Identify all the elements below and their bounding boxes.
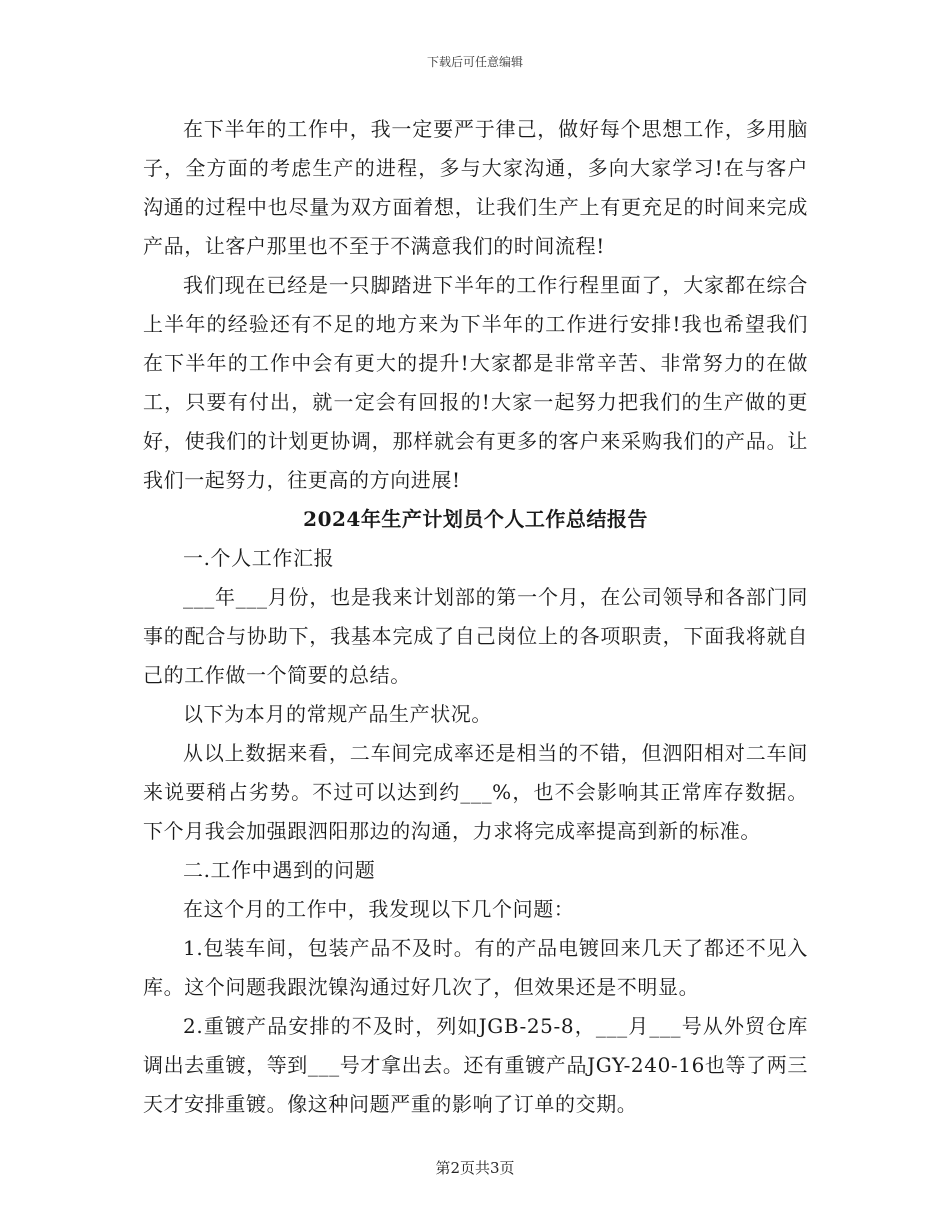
document-title: 2024年生产计划员个人工作总结报告 <box>303 507 648 531</box>
page-header: 下载后可任意编辑 <box>426 55 523 69</box>
paragraph-second-half-commitment: 在下半年的工作中，我一定要严于律己，做好每个思想工作，多用脑子，全方面的考虑生产的进程，多与大家沟通，多向大家学习!在与客户沟通的过程中也尽量为双方面着想，让我们生产上有更充足的时间来完成产品，让客户那里也不至于不满意我们的时间流程! <box>143 117 808 258</box>
paragraph-first-month: ___年___月份，也是我来计划部的第一个月，在公司领导和各部门同事的配合与协助下，我基本完成了自己岗位上的各项职责，下面我将就自己的工作做一个简要的总结。 <box>143 585 808 687</box>
document-body <box>143 110 808 1124</box>
paragraph-data-analysis: 从以上数据来看，二车间完成率还是相当的不错，但泗阳相对二车间来说要稍占劣势。不过可以达到约___%，也不会影响其正常库存数据。下个月我会加强跟泗阳那边的沟通，力求将完成率提高到新的标准。 <box>143 741 808 843</box>
section-heading-personal-report: 一.个人工作汇报 <box>183 546 335 570</box>
paragraph-second-half-outlook: 我们现在已经是一只脚踏进下半年的工作行程里面了，大家都在综合上半年的经验还有不足的地方来为下半年的工作进行安排!我也希望我们在下半年的工作中会有更大的提升!大家都是非常辛苦、非常努力的在做工，只要有付出，就一定会有回报的!大家一起努力把我们的生产做的更好，使我们的计划更协调，那样就会有更多的客户来采购我们的产品。让我们一起努力，往更高的方向进展! <box>143 273 808 492</box>
page-footer: 第2页共3页 <box>435 1159 515 1177</box>
paragraph-production-status: 以下为本月的常规产品生产状况。 <box>183 702 492 726</box>
paragraph-problems-intro: 在这个月的工作中，我发现以下几个问题： <box>183 897 575 921</box>
section-heading-problems: 二.工作中遇到的问题 <box>183 858 376 882</box>
paragraph-problem-2: 2.重镀产品安排的不及时，列如JGB-25-8，___月___号从外贸仓库调出去重镀，等到___号才拿出去。还有重镀产品JGY-240-16也等了两三天才安排重镀。像这种问题严重的影响了订单的交期。 <box>143 1014 808 1116</box>
paragraph-problem-1: 1.包装车间，包装产品不及时。有的产品电镀回来几天了都还不见入库。这个问题我跟沈镍沟通过好几次了，但效果还是不明显。 <box>143 936 808 999</box>
